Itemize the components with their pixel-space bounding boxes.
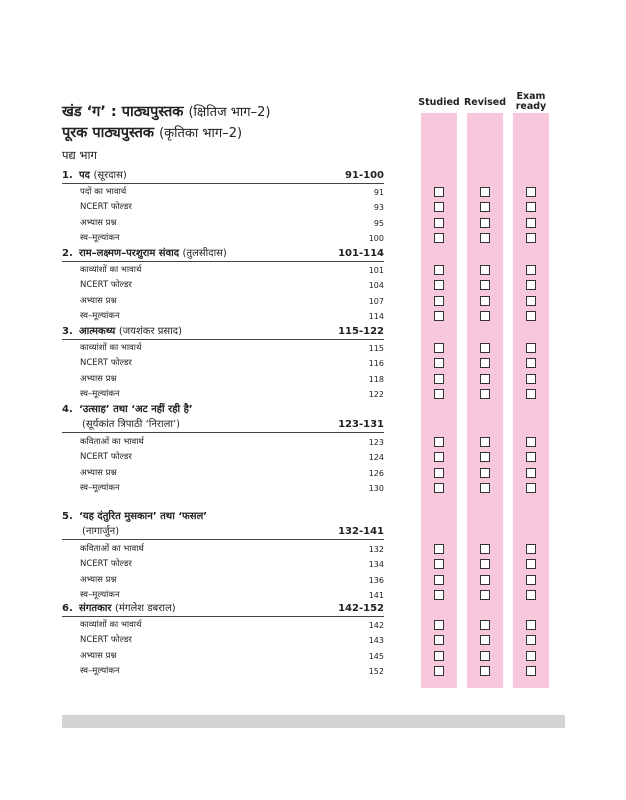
exam-ready-checkbox[interactable]: [526, 343, 536, 353]
item-page: 130: [368, 484, 384, 494]
chapter-author: (नागार्जुन): [82, 526, 120, 537]
item-label: स्व–मूल्यांकन: [80, 590, 120, 601]
chapter-author: (तुलसीदास): [182, 248, 227, 259]
item-page: 93: [373, 203, 384, 213]
chapter-number: 2.: [62, 248, 73, 259]
studied-checkbox[interactable]: [434, 202, 444, 212]
studied-checkbox[interactable]: [434, 651, 444, 661]
revised-checkbox[interactable]: [480, 202, 490, 212]
item-label: स्व–मूल्यांकन: [80, 233, 120, 244]
item-page: 134: [368, 560, 384, 570]
exam-ready-checkbox[interactable]: [526, 389, 536, 399]
revised-checkbox[interactable]: [480, 389, 490, 399]
exam-ready-checkbox[interactable]: [526, 202, 536, 212]
chapter-number: 6.: [62, 603, 73, 614]
studied-header: Studied: [418, 97, 460, 108]
section-subtitle-sub: (कृतिका भाग–2): [159, 126, 243, 141]
list-item: [80, 278, 384, 293]
exam-ready-column: [513, 113, 549, 688]
chapter-author: (जयशंकर प्रसाद): [118, 326, 182, 337]
section-subtitle-main: पूरक पाठ्यपुस्तक: [62, 125, 154, 141]
revised-checkbox[interactable]: [480, 559, 490, 569]
list-item: [80, 231, 384, 246]
chapter-pages: 115-122: [338, 326, 384, 337]
item-page: 132: [368, 545, 384, 554]
chapter-number: 3.: [62, 326, 73, 337]
chapter-heading: [62, 168, 384, 184]
exam-ready-checkbox[interactable]: [526, 651, 536, 661]
revised-checkbox[interactable]: [480, 452, 490, 462]
item-page: 124: [368, 453, 384, 463]
list-item: [80, 542, 384, 557]
item-page: 114: [368, 312, 384, 322]
revised-checkbox[interactable]: [480, 620, 490, 630]
item-label: अभ्यास प्रश्न: [80, 295, 117, 306]
chapter-number: 5.: [62, 511, 73, 522]
list-item: [80, 200, 384, 215]
item-label: काव्यांशों का भावार्थ: [80, 265, 142, 275]
list-item: [80, 435, 384, 450]
item-label: NCERT फोल्डर: [80, 280, 132, 291]
chapter-pages: 123-131: [338, 419, 384, 430]
revised-checkbox[interactable]: [480, 544, 490, 554]
item-page: 104: [368, 281, 384, 291]
chapter-author: (सूर्यकांत त्रिपाठी ‘निराला’): [82, 419, 181, 430]
list-item: [80, 185, 384, 200]
exam-ready-checkbox[interactable]: [526, 483, 536, 493]
item-label: अभ्यास प्रश्न: [80, 217, 117, 228]
revised-checkbox[interactable]: [480, 651, 490, 661]
exam-ready-checkbox[interactable]: [526, 358, 536, 368]
chapter-pages: 132-141: [338, 526, 384, 537]
list-item: [80, 387, 384, 402]
chapter-title: आत्मकथ्य: [79, 326, 116, 337]
list-item: [80, 466, 384, 481]
list-item: [80, 649, 384, 664]
studied-checkbox[interactable]: [434, 590, 444, 600]
exam-ready-checkbox[interactable]: [526, 575, 536, 585]
studied-checkbox[interactable]: [434, 187, 444, 197]
exam-ready-checkbox[interactable]: [526, 559, 536, 569]
item-page: 152: [368, 667, 384, 677]
studied-checkbox[interactable]: [434, 265, 444, 275]
revised-checkbox[interactable]: [480, 374, 490, 384]
chapter-number: 1.: [62, 170, 73, 181]
item-label: कविताओं का भावार्थ: [80, 544, 144, 554]
exam-ready-checkbox[interactable]: [526, 635, 536, 645]
chapter-title: ‘उत्साह’ तथा ‘अट नहीं रही है’: [79, 404, 193, 415]
item-label: NCERT फोल्डर: [80, 202, 132, 213]
studied-checkbox[interactable]: [434, 437, 444, 447]
revised-checkbox[interactable]: [480, 666, 490, 676]
exam-ready-checkbox[interactable]: [526, 437, 536, 447]
item-label: अभ्यास प्रश्न: [80, 574, 117, 585]
revised-checkbox[interactable]: [480, 343, 490, 353]
exam-ready-checkbox[interactable]: [526, 374, 536, 384]
bottom-bar: [62, 715, 565, 728]
item-page: 126: [368, 468, 384, 478]
chapter-author: (मंगलेश डबराल): [114, 603, 176, 614]
item-label: NCERT फोल्डर: [80, 635, 132, 646]
exam-ready-checkbox[interactable]: [526, 666, 536, 676]
studied-checkbox[interactable]: [434, 468, 444, 478]
studied-checkbox[interactable]: [434, 374, 444, 384]
revised-checkbox[interactable]: [480, 468, 490, 478]
list-item: [80, 557, 384, 572]
studied-checkbox[interactable]: [434, 233, 444, 243]
revised-checkbox[interactable]: [480, 311, 490, 321]
item-label: काव्यांशों का भावार्थ: [80, 343, 142, 353]
list-item: [80, 664, 384, 679]
chapter-heading: [62, 324, 384, 340]
chapter-title: पद: [79, 170, 90, 181]
list-item: [80, 356, 384, 371]
item-page: 116: [368, 359, 384, 369]
exam-ready-checkbox[interactable]: [526, 280, 536, 290]
studied-checkbox[interactable]: [434, 280, 444, 290]
exam-ready-checkbox[interactable]: [526, 218, 536, 228]
item-page: 91: [373, 188, 384, 197]
studied-checkbox[interactable]: [434, 483, 444, 493]
revised-checkbox[interactable]: [480, 437, 490, 447]
chapter-heading: [62, 509, 384, 540]
revised-checkbox[interactable]: [480, 575, 490, 585]
item-label: स्व–मूल्यांकन: [80, 483, 120, 494]
studied-checkbox[interactable]: [434, 296, 444, 306]
revised-checkbox[interactable]: [480, 233, 490, 243]
item-page: 136: [368, 575, 384, 585]
revised-checkbox[interactable]: [480, 296, 490, 306]
list-item: [80, 573, 384, 588]
item-page: 142: [368, 621, 384, 630]
exam-ready-checkbox[interactable]: [526, 233, 536, 243]
item-page: 141: [368, 591, 384, 601]
exam-ready-checkbox[interactable]: [526, 544, 536, 554]
studied-checkbox[interactable]: [434, 218, 444, 228]
revised-checkbox[interactable]: [480, 590, 490, 600]
item-page: 95: [373, 218, 384, 228]
studied-checkbox[interactable]: [434, 575, 444, 585]
exam-ready-checkbox[interactable]: [526, 311, 536, 321]
chapter-title: संगतकार: [79, 603, 112, 614]
exam-ready-checkbox[interactable]: [526, 296, 536, 306]
revised-column: [467, 113, 503, 688]
chapter-heading: [62, 601, 384, 617]
studied-checkbox[interactable]: [434, 559, 444, 569]
item-label: स्व–मूल्यांकन: [80, 311, 120, 322]
item-page: 107: [368, 296, 384, 306]
revised-checkbox[interactable]: [480, 218, 490, 228]
item-label: स्व–मूल्यांकन: [80, 389, 120, 400]
studied-checkbox[interactable]: [434, 358, 444, 368]
exam-ready-checkbox[interactable]: [526, 452, 536, 462]
studied-checkbox[interactable]: [434, 452, 444, 462]
item-label: अभ्यास प्रश्न: [80, 467, 117, 478]
list-item: [80, 450, 384, 465]
exam-ready-header: Exam ready: [515, 91, 547, 112]
list-item: [80, 633, 384, 648]
chapter-pages: 91-100: [345, 170, 384, 181]
revised-checkbox[interactable]: [480, 635, 490, 645]
studied-checkbox[interactable]: [434, 389, 444, 399]
item-label: NCERT फोल्डर: [80, 452, 132, 463]
chapter-pages: 101-114: [338, 248, 384, 259]
studied-checkbox[interactable]: [434, 620, 444, 630]
list-item: [80, 618, 384, 633]
item-page: 143: [368, 636, 384, 646]
item-label: स्व–मूल्यांकन: [80, 666, 120, 677]
item-label: अभ्यास प्रश्न: [80, 650, 117, 661]
revised-checkbox[interactable]: [480, 265, 490, 275]
item-label: NCERT फोल्डर: [80, 559, 132, 570]
exam-ready-checkbox[interactable]: [526, 620, 536, 630]
item-label: काव्यांशों का भावार्थ: [80, 620, 142, 630]
item-label: कविताओं का भावार्थ: [80, 437, 144, 447]
chapter-heading: [62, 246, 384, 262]
list-item: [80, 341, 384, 356]
item-page: 100: [368, 234, 384, 244]
item-page: 122: [368, 390, 384, 400]
list-item: [80, 263, 384, 278]
item-page: 115: [368, 344, 384, 353]
exam-ready-checkbox[interactable]: [526, 468, 536, 478]
chapter-heading: [62, 402, 384, 433]
revised-checkbox[interactable]: [480, 358, 490, 368]
item-label: अभ्यास प्रश्न: [80, 373, 117, 384]
chapter-number: 4.: [62, 404, 73, 415]
item-label: NCERT फोल्डर: [80, 358, 132, 369]
chapter-title: राम–लक्ष्मण–परशुराम संवाद: [79, 248, 180, 259]
revised-checkbox[interactable]: [480, 280, 490, 290]
item-page: 123: [368, 438, 384, 447]
item-page: 118: [368, 374, 384, 384]
item-page: 145: [368, 651, 384, 661]
studied-checkbox[interactable]: [434, 343, 444, 353]
item-page: 101: [368, 266, 384, 275]
list-item: [80, 372, 384, 387]
list-item: [80, 294, 384, 309]
revised-checkbox[interactable]: [480, 187, 490, 197]
list-item: [80, 216, 384, 231]
section-title: [62, 101, 270, 121]
exam-ready-checkbox[interactable]: [526, 590, 536, 600]
section-title-main: खंड ‘ग’ : पाठ्यपुस्तक: [62, 104, 184, 120]
chapter-title: ‘यह दंतुरित मुसकान’ तथा ‘फसल’: [79, 511, 208, 522]
exam-ready-checkbox[interactable]: [526, 265, 536, 275]
studied-checkbox[interactable]: [434, 311, 444, 321]
studied-column: [421, 113, 457, 688]
studied-checkbox[interactable]: [434, 544, 444, 554]
studied-checkbox[interactable]: [434, 666, 444, 676]
item-label: पदों का भावार्थ: [80, 187, 127, 197]
chapter-pages: 142-152: [338, 603, 384, 614]
revised-header: Revised: [463, 97, 507, 108]
studied-checkbox[interactable]: [434, 635, 444, 645]
list-item: [80, 309, 384, 324]
list-item: [80, 481, 384, 496]
part-heading: पद्य भाग: [62, 148, 97, 162]
chapter-author: (सूरदास): [93, 170, 127, 181]
revised-checkbox[interactable]: [480, 483, 490, 493]
exam-ready-checkbox[interactable]: [526, 187, 536, 197]
section-title-sub: (क्षितिज भाग–2): [188, 105, 271, 120]
section-subtitle: [62, 122, 242, 142]
